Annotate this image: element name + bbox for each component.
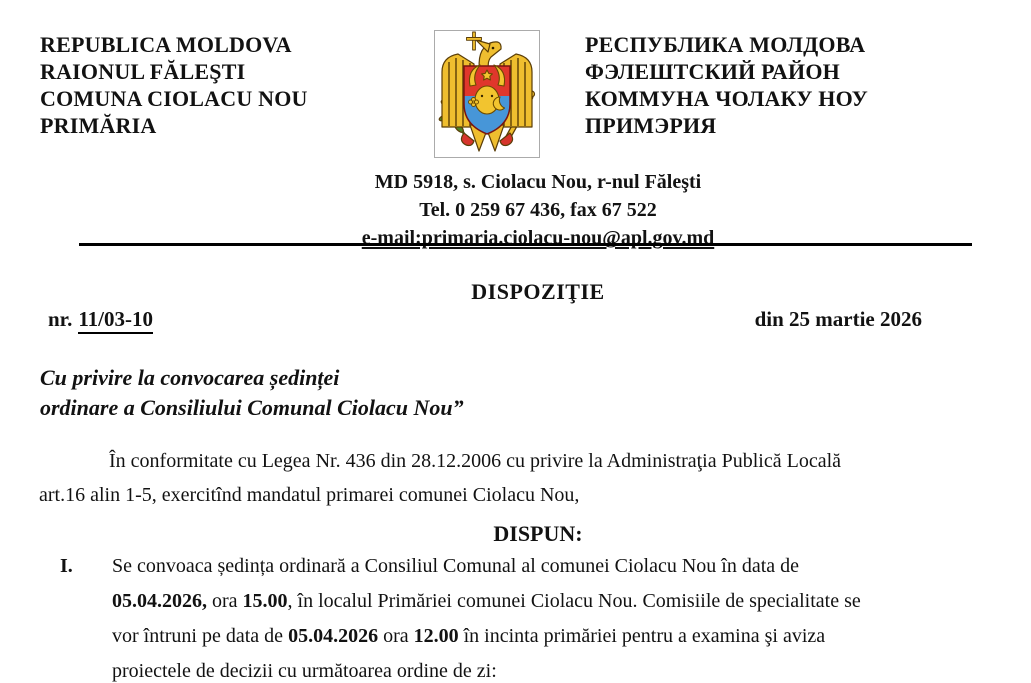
number-date-row [48, 307, 922, 332]
item-text-line: vor întruni pe data de 05.04.2026 ora 12.00 în incinta primăriei pentru a examina şi aviza [112, 625, 826, 647]
moldova-coat-of-arms-icon [434, 30, 540, 158]
number-value: 11/03-10 [78, 307, 153, 334]
item-marker: I. [60, 555, 73, 577]
item-text-line: Se convoaca ședința ordinară a Consiliul Comunal al comunei Ciolacu Nou în data de [112, 555, 800, 577]
letterhead-line: ПРИМЭРИЯ [585, 113, 717, 138]
letterhead-romanian [40, 31, 308, 139]
letterhead-russian [585, 31, 868, 139]
preamble-line: art.16 alin 1-5, exercitînd mandatul primarei comunei Ciolacu Nou, [39, 484, 580, 506]
letterhead-line: ФЭЛЕШТСКИЙ РАЙОН [585, 59, 840, 84]
letterhead-line: REPUBLICA MOLDOVA [40, 32, 292, 57]
item-text-line: 05.04.2026, ora 15.00, în localul Primăriei comunei Ciolacu Nou. Comisiile de specialitate se [112, 590, 861, 612]
order-heading: DISPUN: [493, 521, 583, 546]
document-date: din 25 martie 2026 [754, 307, 922, 331]
letterhead-line: РЕСПУБЛИКА МОЛДОВА [585, 32, 866, 57]
preamble-line: În conformitate cu Legea Nr. 436 din 28.12.2006 cu privire la Administraţia Publică Locală [109, 450, 842, 472]
letterhead-line: КОММУНА ЧОЛАКУ НОУ [585, 86, 869, 111]
letterhead-line: COMUNA CIOLACU NOU [40, 86, 308, 111]
item-text [112, 549, 1023, 683]
subject-line: Cu privire la convocarea ședinței [40, 365, 340, 390]
order-item-1 [40, 549, 1023, 683]
document-title: DISPOZIŢIE [471, 279, 605, 304]
contact-block [45, 168, 1031, 252]
letterhead-divider-line [79, 243, 972, 246]
emblem-container [434, 30, 540, 158]
letterhead-line: RAIONUL FĂLEŞTI [40, 59, 246, 84]
preamble-paragraph [39, 444, 841, 512]
phone-fax: Tel. 0 259 67 436, fax 67 522 [419, 199, 657, 221]
email-address: e-mail:primaria.ciolacu-nou@apl.gov.md [361, 227, 715, 249]
subject-line: ordinare a Consiliului Comunal Ciolacu Nou” [40, 395, 464, 420]
item-text-line: proiectele de decizii cu următoarea ordine de zi: [112, 660, 497, 682]
letterhead-line: PRIMĂRIA [40, 113, 157, 138]
subject-block [40, 363, 464, 423]
postal-address: MD 5918, s. Ciolacu Nou, r-nul Făleşti [374, 171, 702, 193]
number-label: nr. [48, 307, 73, 331]
document-number [48, 307, 153, 332]
